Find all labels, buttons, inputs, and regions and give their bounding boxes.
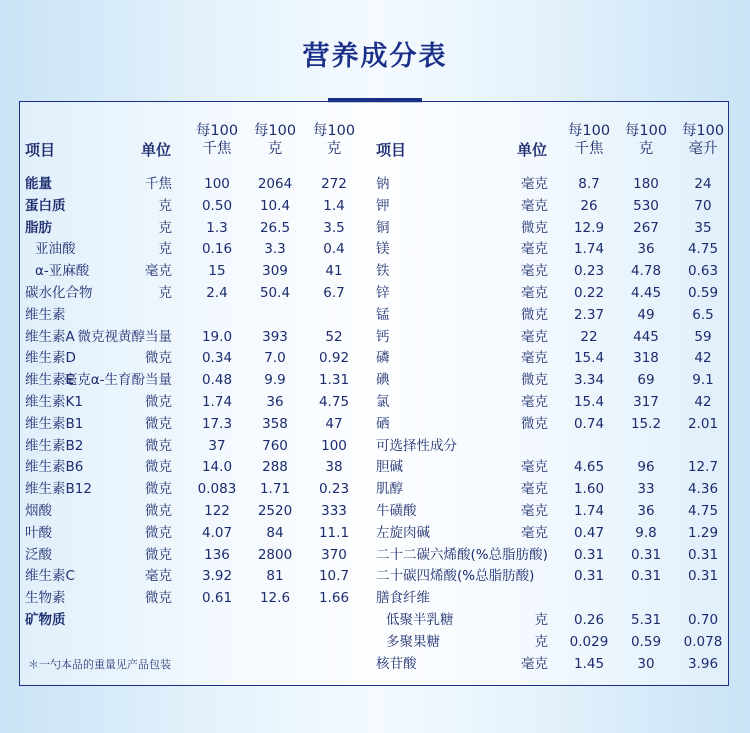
right-row-name: 二十二碳六烯酸(%总脂肪酸)	[376, 546, 548, 563]
right-row-name: 锰	[376, 306, 390, 323]
left-header-col2-line1: 每100	[253, 123, 297, 139]
right-row-unit: 毫克	[521, 394, 548, 410]
left-row-unit: 微克	[145, 350, 172, 367]
left-row-value-per-kj: 0.50	[201, 197, 233, 214]
left-row-value-per-kj: 136	[204, 546, 230, 563]
left-row-value-per-100g-b: 0.23	[318, 481, 350, 498]
right-row-name: 钙	[376, 328, 390, 345]
left-row-value-per-100g-b: 11.1	[318, 524, 350, 541]
right-row-value-per-100g: 4.78	[630, 263, 662, 280]
left-header-item: 项目	[25, 141, 56, 159]
right-row-unit: 毫克	[521, 285, 548, 301]
right-row-value-per-100ml: 42	[694, 394, 712, 410]
left-row-name: 维生素B1	[25, 415, 84, 432]
right-row-value-per-100g: 36	[637, 241, 655, 258]
right-row-value-per-100ml: 0.59	[687, 285, 719, 301]
nutrition-table	[19, 101, 729, 686]
right-row-name: 肌醇	[376, 481, 403, 498]
left-row-value-per-100g-b: 4.75	[318, 394, 350, 410]
right-row-name: 二十碳四烯酸(%总脂肪酸)	[376, 568, 535, 585]
right-row-value-per-100ml: 3.96	[687, 655, 719, 672]
left-row-value-per-100g: 81	[266, 568, 284, 585]
right-row-value-per-100g: 318	[633, 350, 659, 367]
right-row-value-per-kj: 3.34	[573, 372, 605, 389]
left-row-name: 维生素K1	[25, 394, 83, 410]
left-row-unit: 克	[158, 197, 172, 214]
left-row-value-per-100g-b: 370	[321, 546, 347, 563]
left-row-value-per-100g-b: 1.4	[323, 197, 345, 214]
left-row-unit: 微克	[145, 394, 172, 410]
right-row-value-per-kj: 0.26	[573, 612, 605, 628]
left-row-name: 生物素	[25, 590, 66, 607]
right-row-name: 钾	[376, 197, 390, 214]
right-row-value-per-kj: 1.60	[573, 481, 605, 498]
right-row-name: 铜	[376, 219, 390, 236]
right-row-value-per-kj: 1.45	[573, 655, 605, 672]
left-row-unit: 毫克	[145, 263, 172, 280]
right-row-value-per-100ml: 0.31	[687, 546, 719, 563]
left-row-name: 维生素D	[25, 350, 76, 367]
right-row-name: 多聚果糖	[386, 633, 440, 650]
left-row-unit: 微克	[145, 546, 172, 563]
right-row-value-per-100ml: 2.01	[687, 415, 719, 432]
right-header-item: 项目	[376, 141, 407, 159]
right-row-value-per-100g: 96	[637, 459, 655, 476]
right-row-value-per-100g: 36	[637, 503, 655, 519]
left-row-value-per-kj: 1.3	[206, 219, 228, 236]
left-row-value-per-100g: 2520	[257, 503, 293, 519]
right-header-col3-line1: 每100	[681, 123, 725, 139]
right-row-unit: 毫克	[521, 655, 548, 672]
right-row-value-per-kj: 12.9	[573, 219, 605, 236]
left-row-unit: 千焦	[145, 176, 172, 192]
left-row-value-per-100g-b: 333	[321, 503, 347, 519]
left-row-value-per-kj: 19.0	[201, 328, 233, 345]
right-row-value-per-kj: 1.74	[573, 503, 605, 519]
right-row-value-per-kj: 1.74	[573, 241, 605, 258]
left-row-unit: 微克	[145, 415, 172, 432]
right-row-value-per-kj: 0.22	[573, 285, 605, 301]
left-row-value-per-100g: 84	[266, 524, 284, 541]
right-row-value-per-100ml: 0.078	[683, 633, 723, 650]
left-row-value-per-100g-b: 1.66	[318, 590, 350, 607]
right-row-value-per-100g: 69	[637, 372, 655, 389]
right-header-col1-line2: 千焦	[574, 141, 604, 157]
right-row-unit: 毫克	[521, 524, 548, 541]
right-row-value-per-kj: 0.23	[573, 263, 605, 280]
left-row-value-per-100g: 2064	[257, 176, 293, 192]
left-row-value-per-100g: 12.6	[259, 590, 291, 607]
left-row-value-per-kj: 0.34	[201, 350, 233, 367]
right-row-value-per-kj: 0.47	[573, 524, 605, 541]
left-row-value-per-kj: 0.61	[201, 590, 233, 607]
left-row-name: 泛酸	[25, 546, 52, 563]
left-row-name: 维生素E	[25, 372, 75, 389]
right-row-unit: 毫克	[521, 263, 548, 280]
footnote: ＊一勺本品的重量见产品包装	[28, 658, 171, 671]
left-header-col3-line2: 克	[326, 141, 342, 157]
left-row-name: 烟酸	[25, 503, 52, 519]
right-row-unit: 微克	[521, 415, 548, 432]
right-row-value-per-100ml: 4.75	[687, 503, 719, 519]
left-row-unit: 微克	[145, 459, 172, 476]
right-row-name: 磷	[376, 350, 390, 367]
left-row-unit: 克	[158, 219, 172, 236]
right-row-name: 牛磺酸	[376, 503, 417, 519]
right-row-value-per-kj: 0.31	[573, 568, 605, 585]
right-header-col1-line1: 每100	[567, 123, 611, 139]
left-header-col2-line2: 克	[267, 141, 283, 157]
right-row-unit: 克	[534, 633, 548, 650]
left-row-value-per-100g: 26.5	[259, 219, 291, 236]
right-row-unit: 毫克	[521, 328, 548, 345]
left-row-value-per-100g: 393	[262, 328, 288, 345]
left-row-value-per-kj: 15	[208, 263, 226, 280]
left-row-value-per-100g-b: 6.7	[323, 285, 345, 301]
right-row-value-per-100ml: 42	[694, 350, 712, 367]
left-row-value-per-kj: 1.74	[201, 394, 233, 410]
left-row-value-per-100g-b: 47	[325, 415, 343, 432]
left-row-unit: 微克	[145, 503, 172, 519]
right-row-value-per-kj: 0.31	[573, 546, 605, 563]
right-row-value-per-kj: 0.74	[573, 415, 605, 432]
left-row-value-per-100g-b: 52	[325, 328, 343, 345]
right-header-unit: 单位	[517, 141, 548, 159]
right-row-value-per-100ml: 4.75	[687, 241, 719, 258]
left-header-col1-line1: 每100	[195, 123, 239, 139]
right-row-name: 胆碱	[376, 459, 403, 476]
left-row-value-per-100g-b: 38	[325, 459, 343, 476]
right-row-name: 可选择性成分	[376, 437, 457, 454]
left-row-name: 矿物质	[25, 612, 66, 628]
right-row-unit: 毫克	[521, 197, 548, 214]
left-row-value-per-kj: 0.16	[201, 241, 233, 258]
right-row-value-per-100g: 317	[633, 394, 659, 410]
right-row-value-per-100g: 4.45	[630, 285, 662, 301]
right-row-name: 低聚半乳糖	[386, 612, 454, 628]
left-row-name: 维生素	[25, 306, 66, 323]
left-row-name: 脂肪	[25, 219, 52, 236]
left-row-value-per-100g: 50.4	[259, 285, 291, 301]
right-row-value-per-100g: 0.59	[630, 633, 662, 650]
left-row-value-per-100g-b: 3.5	[323, 219, 345, 236]
left-row-value-per-kj: 2.4	[206, 285, 228, 301]
right-row-unit: 微克	[521, 219, 548, 236]
left-row-value-per-100g-b: 1.31	[318, 372, 350, 389]
right-row-value-per-100ml: 4.36	[687, 481, 719, 498]
left-row-name: 碳水化合物	[25, 285, 93, 301]
right-row-unit: 微克	[521, 372, 548, 389]
left-header-unit: 单位	[141, 141, 172, 159]
right-row-unit: 毫克	[521, 503, 548, 519]
right-row-value-per-kj: 15.4	[573, 350, 605, 367]
right-row-value-per-100g: 267	[633, 219, 659, 236]
right-row-name: 膳食纤维	[376, 590, 430, 607]
left-row-name: 维生素A	[25, 328, 75, 345]
right-row-value-per-kj: 0.029	[569, 633, 609, 650]
left-row-name: 维生素C	[25, 568, 75, 585]
right-row-value-per-kj: 15.4	[573, 394, 605, 410]
left-row-value-per-kj: 14.0	[201, 459, 233, 476]
right-row-value-per-100ml: 59	[694, 328, 712, 345]
left-row-value-per-100g-b: 0.4	[323, 241, 345, 258]
left-row-value-per-100g-b: 0.92	[318, 350, 350, 367]
right-row-name: 锌	[376, 285, 390, 301]
right-row-value-per-kj: 2.37	[573, 306, 605, 323]
right-row-value-per-100g: 0.31	[630, 546, 662, 563]
right-row-value-per-100ml: 0.63	[687, 263, 719, 280]
right-header-col2-line1: 每100	[624, 123, 668, 139]
left-row-name: 能量	[25, 176, 52, 192]
left-row-value-per-100g: 309	[262, 263, 288, 280]
left-row-value-per-100g-b: 272	[321, 176, 347, 192]
left-row-unit: 微克	[145, 437, 172, 454]
left-row-value-per-100g-b: 100	[321, 437, 347, 454]
left-row-value-per-kj: 4.07	[201, 524, 233, 541]
left-row-name: 蛋白质	[25, 197, 66, 214]
right-row-value-per-kj: 22	[580, 328, 598, 345]
left-row-name: α-亚麻酸	[35, 263, 90, 280]
left-row-value-per-100g: 9.9	[264, 372, 286, 389]
right-row-unit: 毫克	[521, 459, 548, 476]
right-row-name: 核苷酸	[376, 655, 417, 672]
left-header-col3-line1: 每100	[312, 123, 356, 139]
left-row-value-per-kj: 17.3	[201, 415, 233, 432]
right-row-value-per-100ml: 0.31	[687, 568, 719, 585]
right-row-value-per-100ml: 24	[694, 176, 712, 192]
right-row-value-per-100g: 180	[633, 176, 659, 192]
left-row-name: 维生素B2	[25, 437, 84, 454]
right-row-value-per-100g: 445	[633, 328, 659, 345]
left-row-unit: 克	[158, 241, 172, 258]
left-row-name: 叶酸	[25, 524, 52, 541]
right-row-value-per-100ml: 1.29	[687, 524, 719, 541]
left-row-unit: 微克视黄醇当量	[77, 328, 172, 345]
right-row-value-per-100g: 33	[637, 481, 655, 498]
right-row-value-per-100ml: 9.1	[692, 372, 714, 389]
right-row-value-per-kj: 26	[580, 197, 598, 214]
left-row-value-per-kj: 100	[204, 176, 230, 192]
left-header-col1-line2: 千焦	[202, 141, 232, 157]
right-row-name: 左旋肉碱	[376, 524, 430, 541]
left-row-unit: 微克	[145, 481, 172, 498]
right-row-name: 钠	[376, 176, 390, 192]
right-row-value-per-100ml: 6.5	[692, 306, 714, 323]
left-row-unit: 克	[158, 285, 172, 301]
right-row-name: 硒	[376, 415, 390, 432]
right-row-name: 氯	[376, 394, 390, 410]
right-row-unit: 毫克	[521, 350, 548, 367]
right-row-value-per-100g: 0.31	[630, 568, 662, 585]
left-row-value-per-100g: 288	[262, 459, 288, 476]
right-row-value-per-100g: 9.8	[635, 524, 657, 541]
left-row-value-per-100g: 1.71	[259, 481, 291, 498]
right-row-name: 碘	[376, 372, 390, 389]
left-row-value-per-100g: 2800	[257, 546, 293, 563]
right-row-value-per-100ml: 70	[694, 197, 712, 214]
left-row-value-per-100g: 36	[266, 394, 284, 410]
left-row-value-per-kj: 37	[208, 437, 226, 454]
right-row-name: 镁	[376, 241, 390, 258]
right-row-value-per-kj: 4.65	[573, 459, 605, 476]
left-row-value-per-100g: 10.4	[259, 197, 291, 214]
right-row-value-per-100g: 530	[633, 197, 659, 214]
right-row-value-per-100g: 30	[637, 655, 655, 672]
right-row-value-per-100g: 49	[637, 306, 655, 323]
left-row-value-per-kj: 122	[204, 503, 230, 519]
left-row-value-per-kj: 3.92	[201, 568, 233, 585]
right-row-value-per-100g: 5.31	[630, 612, 662, 628]
left-row-unit: 微克	[145, 590, 172, 607]
left-row-value-per-100g-b: 10.7	[318, 568, 350, 585]
left-row-unit: 毫克α-生育酚当量	[63, 372, 172, 389]
left-row-value-per-100g-b: 41	[325, 263, 343, 280]
left-row-value-per-100g: 760	[262, 437, 288, 454]
right-header-col3-line2: 毫升	[688, 141, 718, 157]
right-row-unit: 毫克	[521, 241, 548, 258]
right-row-unit: 毫克	[521, 176, 548, 192]
right-row-value-per-kj: 8.7	[578, 176, 600, 192]
left-row-value-per-kj: 0.083	[197, 481, 237, 498]
left-row-unit: 毫克	[145, 568, 172, 585]
right-row-value-per-100ml: 35	[694, 219, 712, 236]
left-row-name: 亚油酸	[35, 241, 76, 258]
left-row-value-per-100g: 7.0	[264, 350, 286, 367]
right-row-unit: 毫克	[521, 481, 548, 498]
right-row-value-per-100ml: 0.70	[687, 612, 719, 628]
left-row-name: 维生素B6	[25, 459, 84, 476]
left-row-name: 维生素B12	[25, 481, 92, 498]
left-row-value-per-kj: 0.48	[201, 372, 233, 389]
left-row-value-per-100g: 358	[262, 415, 288, 432]
left-row-unit: 微克	[145, 524, 172, 541]
right-row-unit: 微克	[521, 306, 548, 323]
page-title: 营养成分表	[302, 41, 448, 72]
right-row-unit: 克	[534, 612, 548, 628]
right-header-col2-line2: 克	[638, 141, 654, 157]
right-row-value-per-100g: 15.2	[630, 415, 662, 432]
right-row-name: 铁	[376, 263, 390, 280]
left-row-value-per-100g: 3.3	[264, 241, 286, 258]
right-row-value-per-100ml: 12.7	[687, 459, 719, 476]
